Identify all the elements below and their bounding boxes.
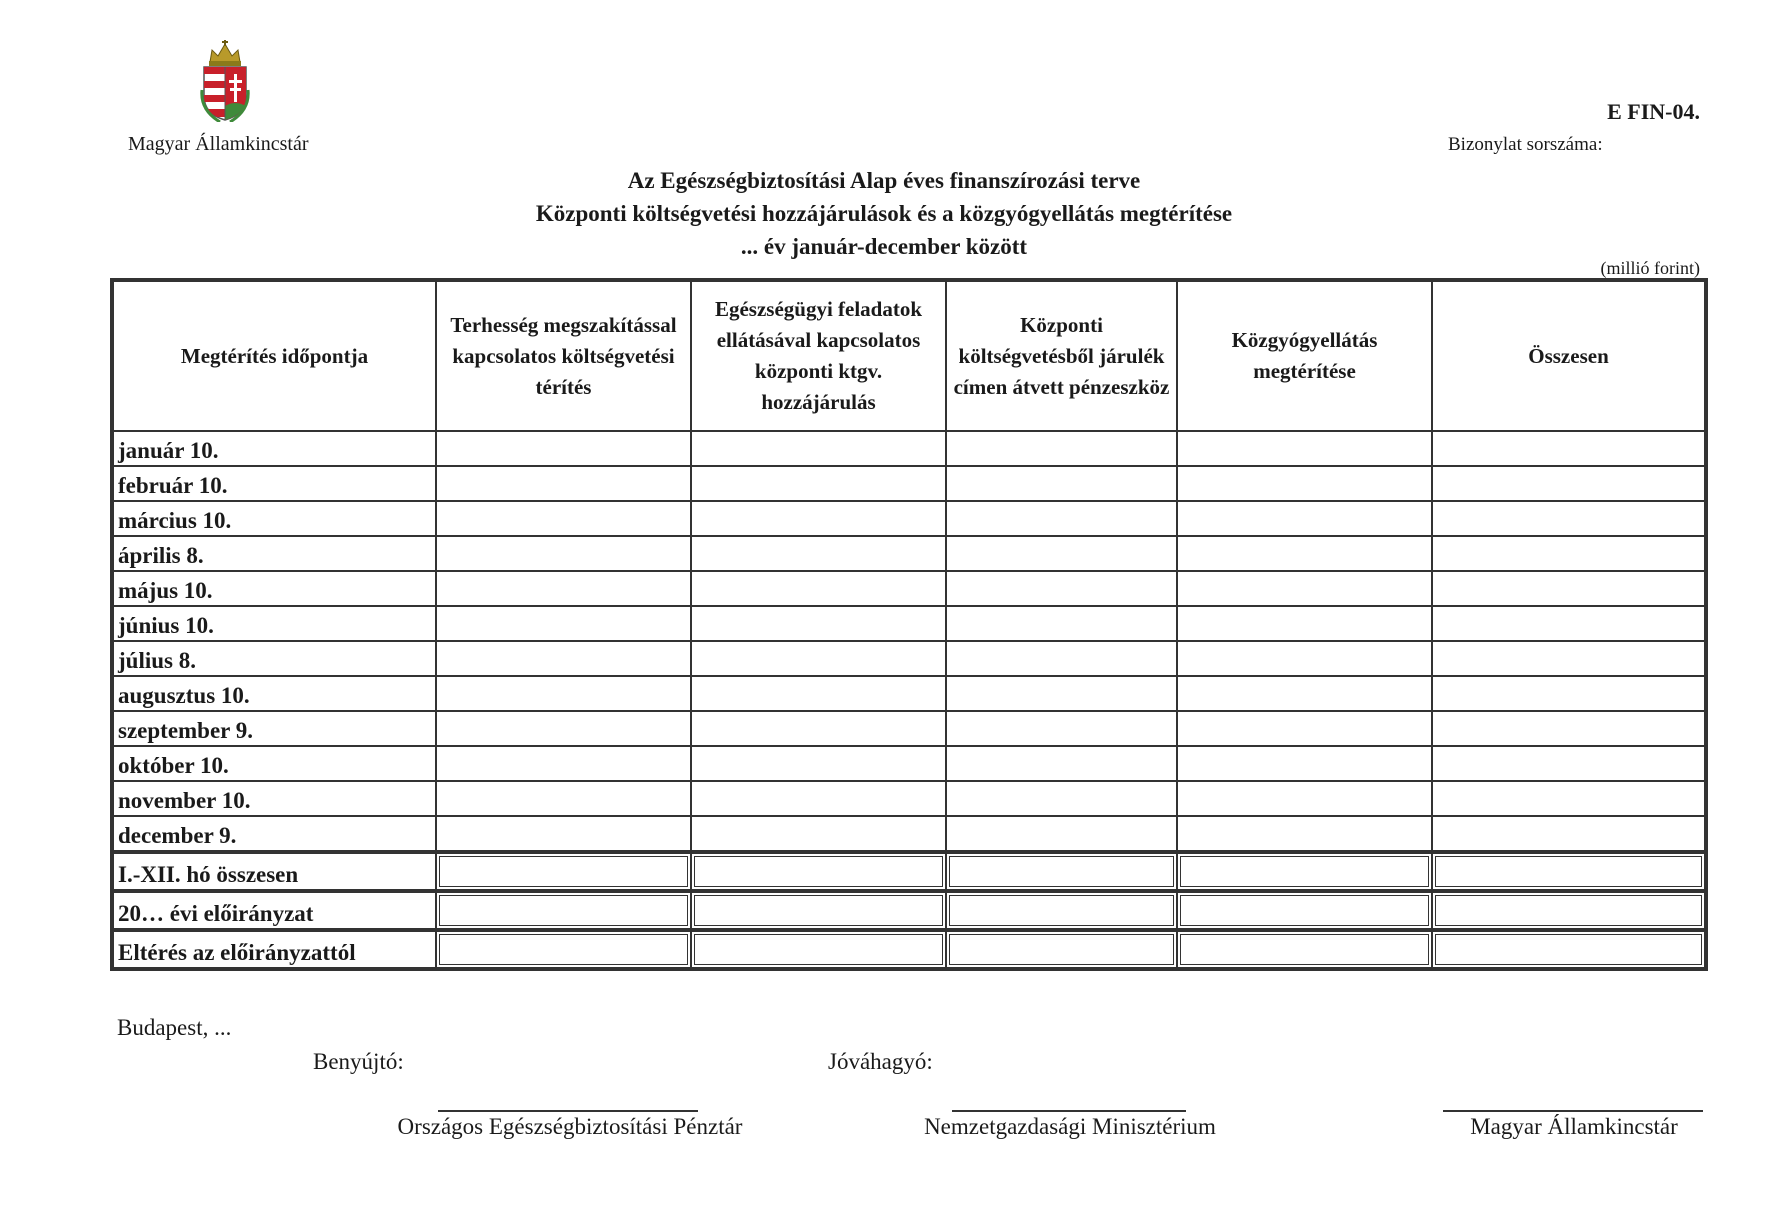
value-cell[interactable] bbox=[946, 930, 1177, 969]
value-cell[interactable] bbox=[1432, 641, 1706, 676]
value-cell[interactable] bbox=[1432, 466, 1706, 501]
serial-number-label: Bizonylat sorszáma: bbox=[1448, 134, 1603, 155]
value-cell[interactable] bbox=[1177, 781, 1432, 816]
table-row bbox=[112, 466, 1706, 501]
value-cell[interactable] bbox=[1432, 606, 1706, 641]
value-cell[interactable] bbox=[946, 641, 1177, 676]
table-row bbox=[112, 781, 1706, 816]
signature-line bbox=[952, 1110, 1186, 1112]
table-row bbox=[112, 852, 1706, 891]
table-row bbox=[112, 891, 1706, 930]
table-row bbox=[112, 641, 1706, 676]
row-label: január 10. bbox=[112, 431, 436, 466]
row-label: október 10. bbox=[112, 746, 436, 781]
value-cell[interactable] bbox=[436, 711, 691, 746]
value-cell[interactable] bbox=[691, 816, 946, 852]
value-cell[interactable] bbox=[691, 571, 946, 606]
table-row bbox=[112, 676, 1706, 711]
value-cell[interactable] bbox=[946, 466, 1177, 501]
table-row bbox=[112, 930, 1706, 969]
value-cell[interactable] bbox=[436, 746, 691, 781]
row-label: július 8. bbox=[112, 641, 436, 676]
financing-table-container bbox=[110, 278, 1704, 978]
value-cell[interactable] bbox=[691, 781, 946, 816]
financing-table bbox=[110, 278, 1708, 971]
value-cell[interactable] bbox=[691, 431, 946, 466]
value-cell[interactable] bbox=[436, 501, 691, 536]
value-cell[interactable] bbox=[436, 781, 691, 816]
value-cell[interactable] bbox=[946, 711, 1177, 746]
value-cell[interactable] bbox=[436, 571, 691, 606]
table-row bbox=[112, 711, 1706, 746]
signatory-name: Országos Egészségbiztosítási Pénztár bbox=[397, 1114, 743, 1139]
value-cell[interactable] bbox=[1432, 930, 1706, 969]
value-cell[interactable] bbox=[1432, 431, 1706, 466]
signature-line bbox=[1443, 1110, 1703, 1112]
row-label: szeptember 9. bbox=[112, 711, 436, 746]
column-header: Egészségügyi feladatok ellátásával kapcsolatos központi ktgv. hozzájárulás bbox=[691, 280, 946, 431]
table-row bbox=[112, 816, 1706, 852]
value-cell[interactable] bbox=[1432, 852, 1706, 891]
value-cell[interactable] bbox=[436, 816, 691, 852]
value-cell[interactable] bbox=[691, 606, 946, 641]
value-cell[interactable] bbox=[1177, 816, 1432, 852]
place-date: Budapest, ... bbox=[117, 1015, 232, 1040]
value-cell[interactable] bbox=[1432, 816, 1706, 852]
value-cell[interactable] bbox=[691, 711, 946, 746]
value-cell[interactable] bbox=[436, 930, 691, 969]
value-cell[interactable] bbox=[691, 501, 946, 536]
signatory-name: Magyar Államkincstár bbox=[1470, 1114, 1678, 1139]
value-cell[interactable] bbox=[691, 641, 946, 676]
value-cell[interactable] bbox=[436, 536, 691, 571]
value-cell[interactable] bbox=[1177, 746, 1432, 781]
value-cell[interactable] bbox=[1432, 891, 1706, 930]
row-label: augusztus 10. bbox=[112, 676, 436, 711]
title-line-1: Az Egészségbiztosítási Alap éves finanszírozási terve bbox=[627, 168, 1141, 193]
value-cell[interactable] bbox=[946, 571, 1177, 606]
value-cell[interactable] bbox=[1177, 501, 1432, 536]
value-cell[interactable] bbox=[1177, 466, 1432, 501]
document-title bbox=[0, 164, 1768, 263]
value-cell[interactable] bbox=[436, 641, 691, 676]
value-cell[interactable] bbox=[436, 431, 691, 466]
unit-label: (millió forint) bbox=[1600, 258, 1700, 278]
value-cell[interactable] bbox=[1432, 571, 1706, 606]
table-header-row bbox=[112, 280, 1706, 431]
value-cell[interactable] bbox=[946, 676, 1177, 711]
value-cell[interactable] bbox=[1177, 852, 1432, 891]
value-cell[interactable] bbox=[1432, 536, 1706, 571]
value-cell[interactable] bbox=[946, 852, 1177, 891]
row-label: március 10. bbox=[112, 501, 436, 536]
column-header: Összesen bbox=[1432, 280, 1706, 431]
value-cell[interactable] bbox=[436, 466, 691, 501]
value-cell[interactable] bbox=[1432, 746, 1706, 781]
column-header: Központi költségvetésből járulék címen átvett pénzeszköz bbox=[946, 280, 1177, 431]
value-cell[interactable] bbox=[1432, 781, 1706, 816]
row-label: június 10. bbox=[112, 606, 436, 641]
value-cell[interactable] bbox=[436, 852, 691, 891]
value-cell[interactable] bbox=[1177, 711, 1432, 746]
value-cell[interactable] bbox=[946, 746, 1177, 781]
value-cell[interactable] bbox=[1432, 711, 1706, 746]
signatory-name: Nemzetgazdasági Minisztérium bbox=[924, 1114, 1216, 1139]
table-row bbox=[112, 571, 1706, 606]
value-cell[interactable] bbox=[691, 466, 946, 501]
value-cell[interactable] bbox=[1177, 891, 1432, 930]
table-row bbox=[112, 501, 1706, 536]
row-label: április 8. bbox=[112, 536, 436, 571]
value-cell[interactable] bbox=[691, 891, 946, 930]
value-cell[interactable] bbox=[946, 891, 1177, 930]
row-label: február 10. bbox=[112, 466, 436, 501]
value-cell[interactable] bbox=[1177, 676, 1432, 711]
value-cell[interactable] bbox=[946, 816, 1177, 852]
signature-line bbox=[438, 1110, 698, 1112]
row-label: május 10. bbox=[112, 571, 436, 606]
value-cell[interactable] bbox=[1177, 536, 1432, 571]
value-cell[interactable] bbox=[436, 606, 691, 641]
column-header: Terhesség megszakítással kapcsolatos költségvetési térítés bbox=[436, 280, 691, 431]
title-line-2: Központi költségvetési hozzájárulások és a közgyógyellátás megtérítése bbox=[535, 201, 1233, 226]
table-row bbox=[112, 606, 1706, 641]
value-cell[interactable] bbox=[691, 930, 946, 969]
title-line-3: ... év január-december között bbox=[740, 234, 1028, 259]
value-cell[interactable] bbox=[946, 536, 1177, 571]
column-header: Közgyógyellátás megtérítése bbox=[1177, 280, 1432, 431]
column-header: Megtérítés időpontja bbox=[112, 280, 436, 431]
value-cell[interactable] bbox=[1177, 606, 1432, 641]
value-cell[interactable] bbox=[946, 781, 1177, 816]
value-cell[interactable] bbox=[1432, 501, 1706, 536]
submitter-label: Benyújtó: bbox=[313, 1049, 404, 1074]
approver-label: Jóváhagyó: bbox=[828, 1049, 933, 1074]
value-cell[interactable] bbox=[1177, 431, 1432, 466]
value-cell[interactable] bbox=[691, 746, 946, 781]
table-row bbox=[112, 536, 1706, 571]
issuer-name: Magyar Államkincstár bbox=[128, 133, 309, 155]
value-cell[interactable] bbox=[946, 431, 1177, 466]
row-label: Eltérés az előirányzattól bbox=[112, 930, 436, 969]
table-row bbox=[112, 746, 1706, 781]
value-cell[interactable] bbox=[946, 606, 1177, 641]
coat-of-arms-icon bbox=[198, 40, 252, 122]
row-label: 20… évi előirányzat bbox=[112, 891, 436, 930]
value-cell[interactable] bbox=[691, 676, 946, 711]
value-cell[interactable] bbox=[691, 852, 946, 891]
value-cell[interactable] bbox=[1177, 930, 1432, 969]
table-row bbox=[112, 431, 1706, 466]
value-cell[interactable] bbox=[1432, 676, 1706, 711]
value-cell[interactable] bbox=[436, 891, 691, 930]
form-code: E FIN-04. bbox=[1607, 99, 1700, 124]
row-label: november 10. bbox=[112, 781, 436, 816]
value-cell[interactable] bbox=[691, 536, 946, 571]
value-cell[interactable] bbox=[1177, 641, 1432, 676]
value-cell[interactable] bbox=[436, 676, 691, 711]
row-label: I.-XII. hó összesen bbox=[112, 852, 436, 891]
value-cell[interactable] bbox=[946, 501, 1177, 536]
value-cell[interactable] bbox=[1177, 571, 1432, 606]
row-label: december 9. bbox=[112, 816, 436, 852]
